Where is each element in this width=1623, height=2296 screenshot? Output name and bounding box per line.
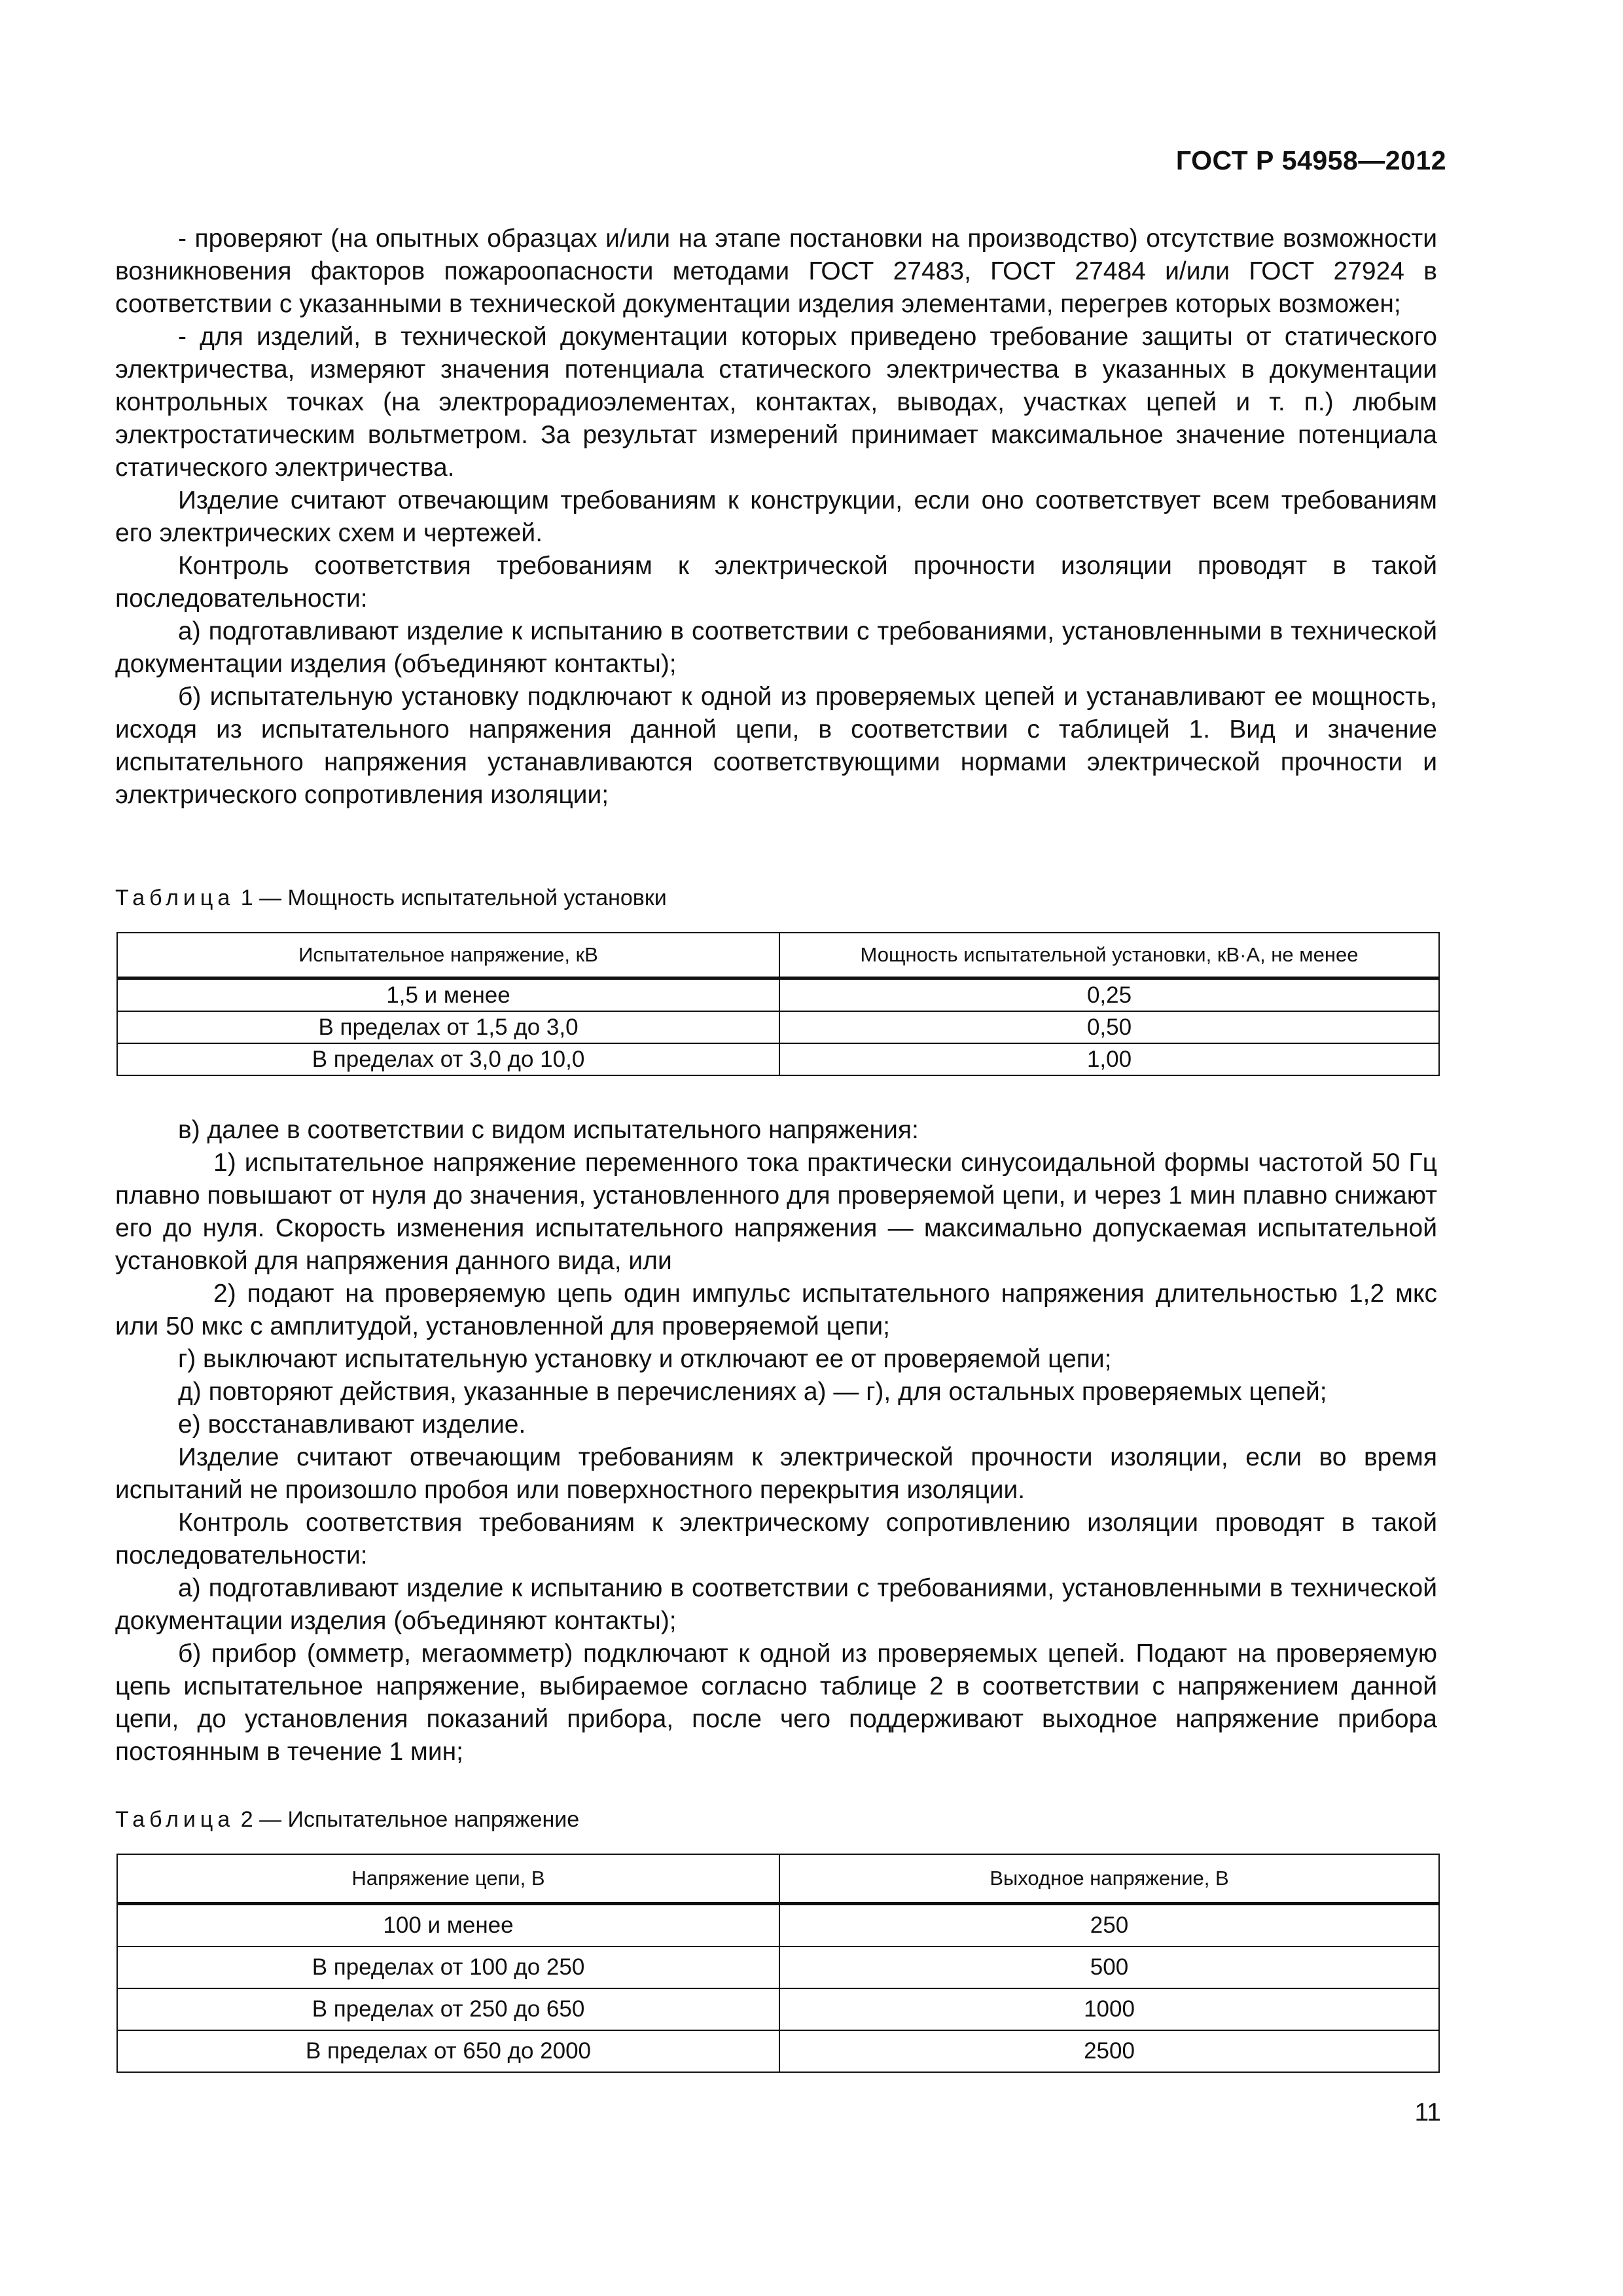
paragraph-ac-voltage: 1) испытательное напряжение переменного тока практически синусоидальной формы частотой 50 Гц плавно повышают от нуля до значения, установленного для проверяемой цепи, и через 1 мин плавно снижают его до нуля. Скорость изменения испытательного напряжения — максимально допускаемая испытательной установкой для напряжения данного вида, или xyxy=(115,1149,1437,1275)
paragraph-strength-control-intro: Контроль соответствия требованиям к электрической прочности изоляции проводят в такой последовательности: xyxy=(115,552,1437,613)
table-row xyxy=(117,978,1439,1012)
page-number: 11 xyxy=(1414,2098,1441,2126)
paragraph-static-electricity: - для изделий, в технической документации которых приведено требование защиты от статического электричества, измеряют значения потенциала статического электричества в указанных в документации контрольных точках (на электрорадиоэлементах, контактах, выводах, участках цепей и т. п.) любым электростатическим вольтметром. За результат измерений принимает максимальное значение потенциала статического электричества. xyxy=(115,323,1437,482)
paragraph-step-a-prepare: а) подготавливают изделие к испытанию в соответствии с требованиями, установленными в технической документации изделия (объединяют контакты); xyxy=(115,617,1437,678)
paragraph-step-g-disconnect: г) выключают испытательную установку и отключают ее от проверяемой цепи; xyxy=(178,1345,1112,1373)
table-cell: 1,5 и менее xyxy=(117,978,779,1012)
paragraph-resistance-control-intro: Контроль соответствия требованиям к электрическому сопротивлению изоляции проводят в такой последовательности: xyxy=(115,1509,1437,1570)
table2-caption-label: Таблица xyxy=(115,1807,235,1832)
paragraph-step-d-repeat: д) повторяют действия, указанные в перечислениях а) — г), для остальных проверяемых цепей; xyxy=(178,1378,1327,1406)
table-cell: 2500 xyxy=(779,2030,1439,2072)
table-cell: 250 xyxy=(779,1904,1439,1947)
paragraph-step-v-voltage-type: в) далее в соответствии с видом испытательного напряжения: xyxy=(178,1116,919,1144)
table2-caption-title: 2 — Испытательное напряжение xyxy=(234,1807,580,1832)
table-row xyxy=(117,1946,1439,1988)
table-header-row xyxy=(117,933,1439,978)
paragraph-impulse-voltage: 2) подают на проверяемую цепь один импульс испытательного напряжения длительностью 1,2 мкс или 50 мкс с амплитудой, установленной для проверяемой цепи; xyxy=(115,1280,1437,1340)
table-header-row xyxy=(117,1854,1439,1904)
table-cell: 100 и менее xyxy=(117,1904,779,1947)
table-cell: В пределах от 1,5 до 3,0 xyxy=(117,1011,779,1043)
table-cell: В пределах от 100 до 250 xyxy=(117,1946,779,1988)
table1-caption-title: 1 — Мощность испытательной установки xyxy=(234,886,667,910)
paragraph-step-e-restore: е) восстанавливают изделие. xyxy=(178,1410,526,1439)
table-cell: 1,00 xyxy=(779,1043,1439,1075)
table-cell: 0,50 xyxy=(779,1011,1439,1043)
table-row xyxy=(117,2030,1439,2072)
table1-caption-label: Таблица xyxy=(115,886,235,910)
paragraph-resistance-step-b: б) прибор (омметр, мегаомметр) подключают к одной из проверяемых цепей. Подают на проверяемую цепь испытательное напряжение, выбираемое согласно таблице 2 в соответствии с напряжением данной цепи, до установления показаний прибора, после чего поддерживают выходное напряжение прибора постоянным в течение 1 мин; xyxy=(115,1640,1437,1766)
table-row xyxy=(117,1011,1439,1043)
table2-test-voltage xyxy=(116,1854,1440,2073)
paragraph-step-b-connect: б) испытательную установку подключают к одной из проверяемых цепей и устанавливают ее мощность, исходя из испытательного напряжения данной цепи, в соответствии с таблицей 1. Вид и значение испытательного напряжения устанавливаются соответствующими нормами электрической прочности и электрического сопротивления изоляции; xyxy=(115,683,1437,809)
table1-header-voltage: Испытательное напряжение, кВ xyxy=(117,933,779,978)
table-cell: В пределах от 3,0 до 10,0 xyxy=(117,1043,779,1075)
table2-caption xyxy=(115,1805,579,1834)
paragraph-fire-hazard-check: - проверяют (на опытных образцах и/или на этапе постановки на производство) отсутствие возможности возникновения факторов пожароопасности методами ГОСТ 27483, ГОСТ 27484 и/или ГОСТ 27924 в соответствии с указанными в технической документации изделия элементами, перегрев которых возможен; xyxy=(115,224,1437,318)
table-cell: В пределах от 250 до 650 xyxy=(117,1988,779,2030)
text-block-bottom xyxy=(115,1114,1437,1768)
table2-header-circuit-voltage: Напряжение цепи, В xyxy=(117,1854,779,1904)
table1-power xyxy=(116,932,1440,1076)
table1-caption xyxy=(115,884,667,912)
table-row xyxy=(117,1043,1439,1075)
table-cell: 0,25 xyxy=(779,978,1439,1012)
table1-header-power: Мощность испытательной установки, кВ·А, не менее xyxy=(779,933,1439,978)
text-block-top xyxy=(115,223,1437,812)
table-cell: В пределах от 650 до 2000 xyxy=(117,2030,779,2072)
document-standard-id: ГОСТ Р 54958—2012 xyxy=(1175,145,1446,175)
table2-header-output-voltage: Выходное напряжение, В xyxy=(779,1854,1439,1904)
paragraph-resistance-step-a: а) подготавливают изделие к испытанию в соответствии с требованиями, установленными в технической документации изделия (объединяют контакты); xyxy=(115,1574,1437,1635)
table-row xyxy=(117,1904,1439,1947)
paragraph-strength-result: Изделие считают отвечающим требованиям к электрической прочности изоляции, если во время испытаний не произошло пробоя или поверхностного перекрытия изоляции. xyxy=(115,1443,1437,1504)
paragraph-design-compliance: Изделие считают отвечающим требованиям к конструкции, если оно соответствует всем требованиям его электрических схем и чертежей. xyxy=(115,486,1437,547)
table-row xyxy=(117,1988,1439,2030)
table-cell: 500 xyxy=(779,1946,1439,1988)
table-cell: 1000 xyxy=(779,1988,1439,2030)
